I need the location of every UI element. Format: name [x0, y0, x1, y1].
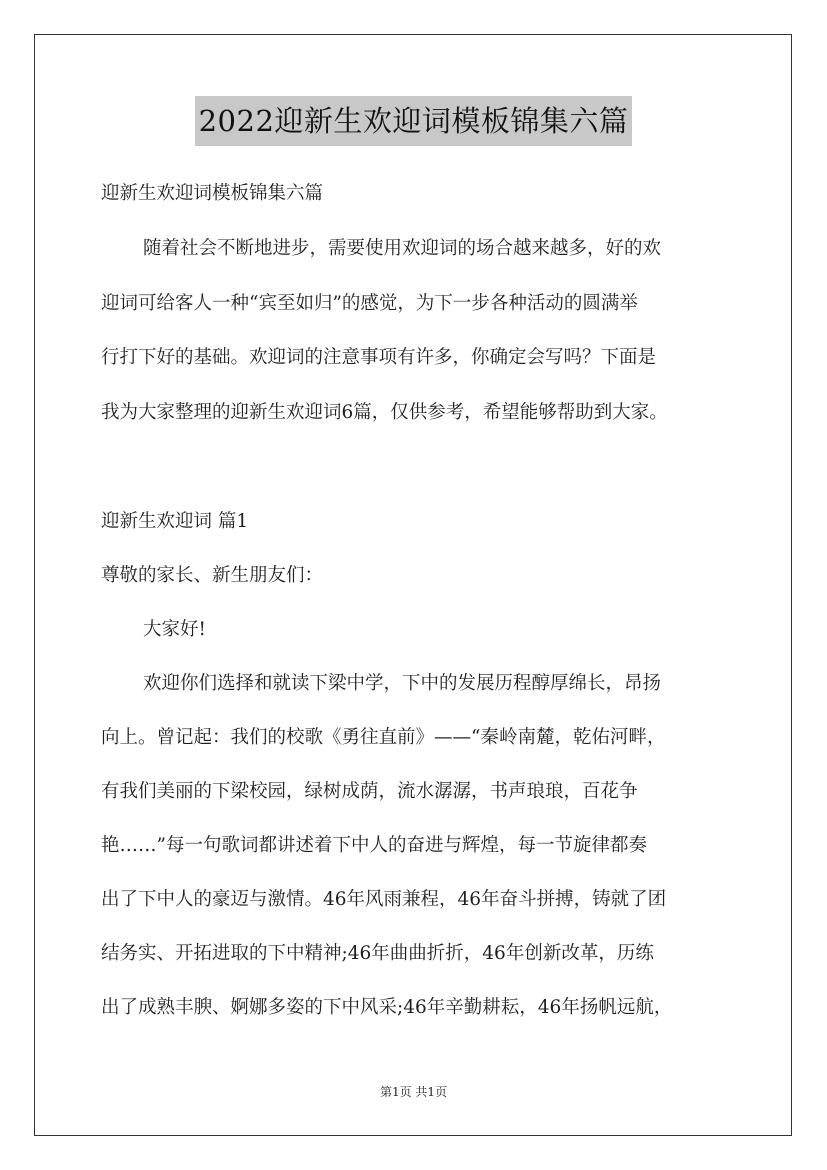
- document-subtitle: 迎新生欢迎词模板锦集六篇: [101, 183, 324, 204]
- body-line: 向上。曾记起：我们的校歌《勇往直前》——“秦岭南麓，乾佑河畔，: [101, 727, 666, 748]
- body-line: 艳……”每一句歌词都讲述着下中人的奋进与辉煌，每一节旋律都奏: [101, 835, 647, 856]
- intro-line: 迎词可给客人一种“宾至如归”的感觉，为下一步各种活动的圆满举: [101, 293, 638, 314]
- body-line: 欢迎你们选择和就读下梁中学，下中的发展历程醇厚绵长，昂扬: [143, 673, 662, 694]
- greeting: 大家好!: [143, 619, 206, 640]
- intro-line: 随着社会不断地进步，需要使用欢迎词的场合越来越多，好的欢: [143, 238, 662, 259]
- body-line: 出了成熟丰腴、婀娜多姿的下中风采;46年辛勤耕耘，46年扬帆远航，: [101, 997, 673, 1018]
- title-container: [0, 96, 827, 146]
- body-line: 有我们美丽的下梁校园，绿树成荫，流水潺潺，书声琅琅，百花争: [101, 781, 638, 802]
- body-line: 出了下中人的豪迈与激情。46年风雨兼程，46年奋斗拼搏，铸就了团: [101, 889, 667, 910]
- document-title: 2022迎新生欢迎词模板锦集六篇: [195, 96, 633, 146]
- intro-line: 行打下好的基础。欢迎词的注意事项有许多，你确定会写吗？下面是: [101, 347, 657, 368]
- salutation: 尊敬的家长、新生朋友们：: [101, 565, 324, 586]
- body-line: 结务实、开拓进取的下中精神;46年曲曲折折，46年创新改革，历练: [101, 943, 654, 964]
- intro-line: 我为大家整理的迎新生欢迎词6篇，仅供参考，希望能够帮助到大家。: [101, 402, 668, 423]
- section-heading: 迎新生欢迎词 篇1: [101, 511, 249, 532]
- page-footer: 第1页 共1页: [379, 1085, 448, 1099]
